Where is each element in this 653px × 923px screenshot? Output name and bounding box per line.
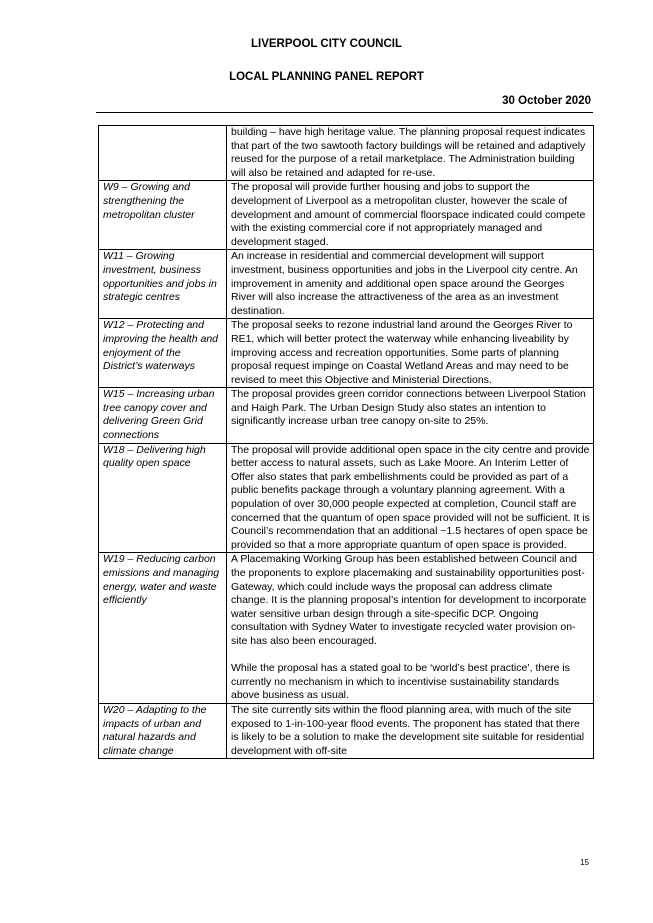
comment-paragraph: While the proposal has a stated goal to be ‘world’s best practice’, there is currently no mechanism in which to incentivise sustainability standards above business as usual. xyxy=(231,662,570,702)
council-name: LIVERPOOL CITY COUNCIL xyxy=(250,38,402,50)
comment-cell: An increase in residential and commercial development will support investment, business opportunities and jobs in the Liverpool city centre. An improvement in amenity and additional open space around the Georges River will also increase the attractiveness of the area as an investment destination. xyxy=(227,250,594,319)
table-row xyxy=(99,388,594,443)
comment-cell: The proposal will provide additional open space in the city centre and provide better access to natural assets, such as Lake Moore. An Interim Letter of Offer also states that park embellishments could be provided as part of a public benefits package through a voluntary planning agreement. With a population of over 30,000 people expected at completion, Council staff are concerned that the quantum of open space provided will not be sufficient. It is Council’s recommendation that an additional ~1.5 hectares of open space be provided so that a more appropriate quantum of open space is provided. xyxy=(227,443,594,553)
header-divider xyxy=(96,112,593,113)
objective-cell xyxy=(99,126,227,181)
objective-cell: W12 – Protecting and improving the health and enjoyment of the District’s waterways xyxy=(99,319,227,388)
table-row xyxy=(99,319,594,388)
objective-cell: W15 – Increasing urban tree canopy cover and delivering Green Grid connections xyxy=(99,388,227,443)
table-row xyxy=(99,181,594,250)
table-row xyxy=(99,250,594,319)
report-title: LOCAL PLANNING PANEL REPORT xyxy=(229,71,424,83)
comment-cell: The proposal provides green corridor connections between Liverpool Station and Haigh Park. The Urban Design Study also states an intention to significantly increase urban tree canopy on-site to 25%. xyxy=(227,388,594,443)
objectives-table xyxy=(98,125,594,759)
objective-cell: W19 – Reducing carbon emissions and managing energy, water and waste efficiently xyxy=(99,553,227,704)
comment-cell: The proposal will provide further housing and jobs to support the development of Liverpool as a metropolitan cluster, however the scale of development and amount of commercial floorspace indicated could compete with the existing commercial core if not appropriately managed and development staged. xyxy=(227,181,594,250)
page-number: 15 xyxy=(580,858,589,867)
table-row xyxy=(99,126,594,181)
report-date: 30 October 2020 xyxy=(502,95,591,107)
comment-cell: The proposal seeks to rezone industrial land around the Georges River to RE1, which will better protect the waterway while enhancing liveability by improving access and recreation opportunities. Some parts of planning proposal request impinge on Coastal Wetland Areas and may need to be revised to meet this Objective and Ministerial Directions. xyxy=(227,319,594,388)
comment-paragraph: A Placemaking Working Group has been established between Council and the proponents to explore placemaking and sustainability opportunities post-Gateway, which could include ways the proposal can address climate change. It is the planning proposal’s intention for development to incorporate water sensitive urban design through a site-specific DCP. Ongoing consultation with Sydney Water to investigate recycled water provision on-site has also been encouraged. xyxy=(231,553,587,647)
objective-cell: W9 – Growing and strengthening the metropolitan cluster xyxy=(99,181,227,250)
table-row xyxy=(99,703,594,758)
table-row xyxy=(99,443,594,553)
comment-cell: The site currently sits within the flood planning area, with much of the site exposed to 1-in-100-year flood events. The proponent has stated that there is likely to be a solution to make the development site suitable for residential development with off-site xyxy=(227,703,594,758)
table-row xyxy=(99,553,594,704)
objective-cell: W20 – Adapting to the impacts of urban and natural hazards and climate change xyxy=(99,703,227,758)
objective-cell: W18 – Delivering high quality open space xyxy=(99,443,227,553)
comment-cell xyxy=(227,553,594,704)
objective-cell: W11 – Growing investment, business opportunities and jobs in strategic centres xyxy=(99,250,227,319)
paragraph-gap xyxy=(231,649,590,663)
comment-cell: building – have high heritage value. The planning proposal request indicates that part of the two sawtooth factory buildings will be retained and adaptively reused for the purpose of a retail marketplace. The Administration building will also be retained and adapted for re-use. xyxy=(227,126,594,181)
